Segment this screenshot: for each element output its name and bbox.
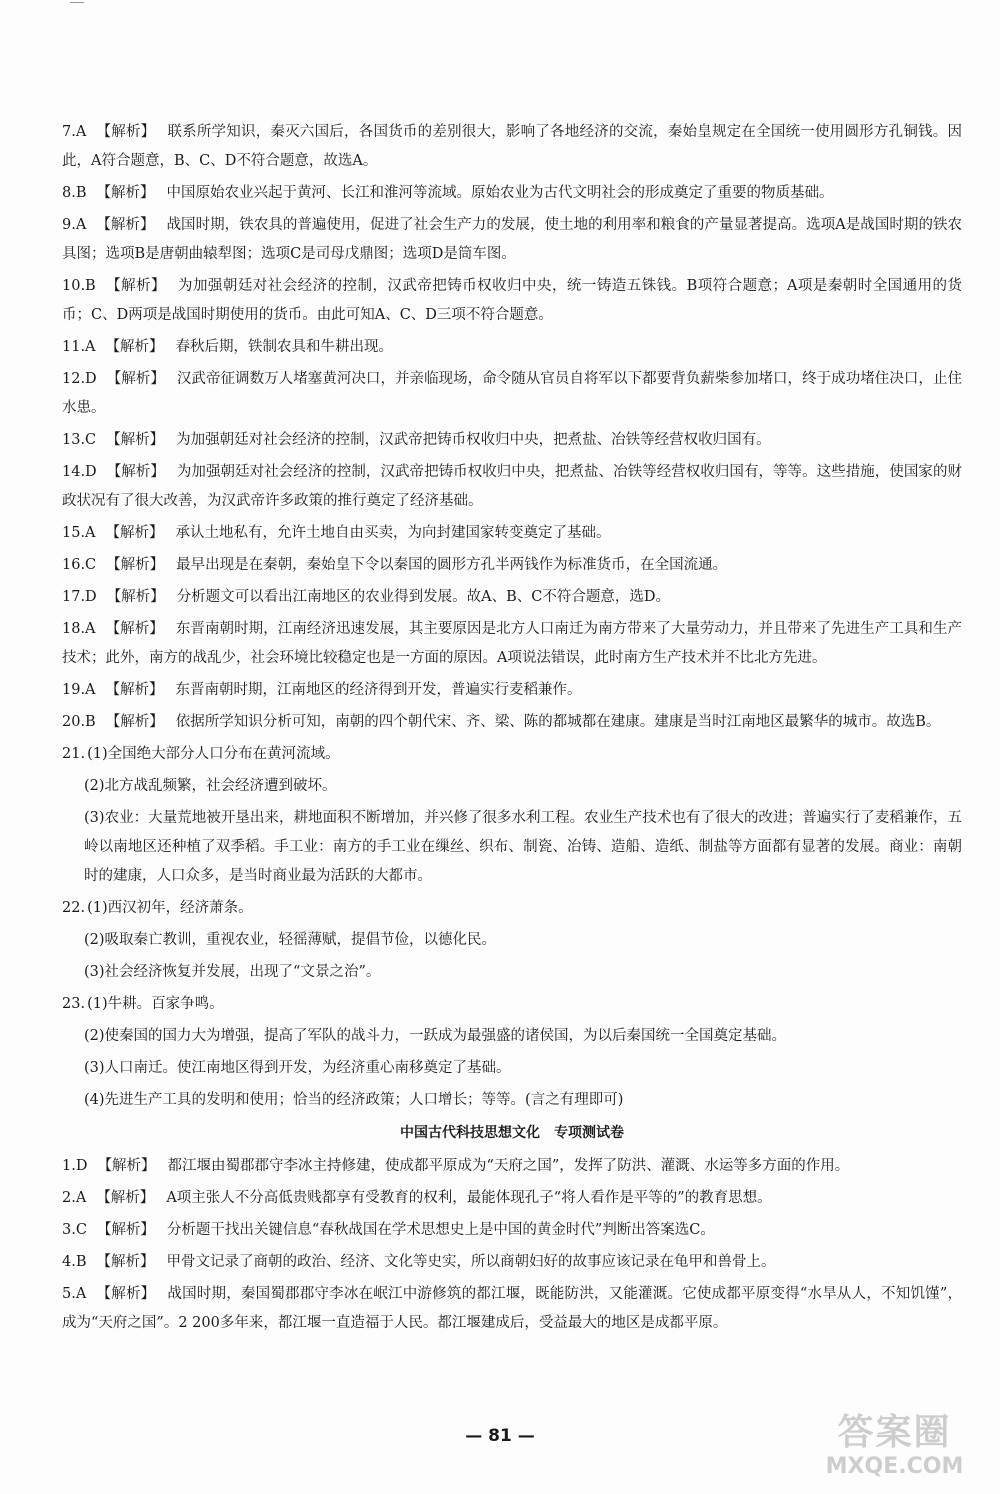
analysis-tag: 【解析】: [96, 185, 155, 201]
answer-number: 7.A: [62, 124, 87, 140]
analysis-tag: 【解析】: [97, 1158, 156, 1174]
answer-item: [62, 1184, 962, 1213]
analysis-tag: 【解析】: [96, 124, 156, 140]
answer-text: 最早出现是在秦朝，秦始皇下令以秦国的圆形方孔半两钱作为标准货币，在全国流通。: [176, 557, 728, 573]
answer-text: 中国原始农业兴起于黄河、长江和淮河等流域。原始农业为古代文明社会的形成奠定了重要的物质基础。: [166, 185, 834, 201]
answer-text: 为加强朝廷对社会经济的控制，汉武帝把铸币权收归中央，把煮盐、冶铁等经营权收归国有，等等。这些措施，使国家的财政状况有了很大改善，为汉武帝许多政策的推行奠定了经济基础。: [62, 464, 962, 509]
answer-text: 汉武帝征调数万人堵塞黄河决口，并亲临现场，命令随从官员自将军以下都要背负薪柴参加堵口，终于成功堵住决口，止住水患。: [62, 371, 962, 416]
analysis-tag: 【解析】: [96, 1254, 155, 1270]
answer-item: [62, 676, 962, 705]
answer-item: [62, 615, 962, 673]
answer-item: [62, 426, 962, 455]
answer-list-economy: [62, 118, 962, 1115]
answer-text: (3)人口南迁。使江南地区得到开发，为经济重心南移奠定了基础。: [84, 1060, 511, 1076]
answer-text: 春秋后期，铁制农具和牛耕出现。: [175, 339, 394, 355]
answer-item: [62, 211, 962, 269]
answer-number: 12.D: [62, 371, 97, 387]
answer-item: [62, 772, 962, 801]
analysis-tag: 【解析】: [105, 714, 164, 730]
answer-text: A项主张人不分高低贵贱都享有受教育的权利，最能体现孔子“将人看作是平等的”的教育思想。: [166, 1190, 772, 1206]
answer-number: 23.: [62, 996, 86, 1012]
answer-item: [62, 740, 962, 769]
answer-item: [62, 179, 962, 208]
answer-item: [62, 958, 962, 987]
answer-text: (3)农业：大量荒地被开垦出来，耕地面积不断增加，并兴修了很多水利工程。农业生产技术也有了很大的改进；普遍实行了麦稻兼作，五岭以南地区还种植了双季稻。手工业：南方的手工业在缫丝、织布、制瓷、冶铸、造船、造纸、制盐等方面都有显著的发展。商业：南朝时的建康，人口众多，是当时商业最为活跃的大都市。: [84, 810, 962, 884]
answer-item: [62, 365, 962, 423]
page-number: — 81 —: [465, 1426, 535, 1446]
analysis-tag: 【解析】: [96, 1286, 156, 1302]
analysis-tag: 【解析】: [105, 525, 164, 541]
answer-number: 2.A: [62, 1190, 87, 1206]
answer-number: 19.A: [62, 682, 96, 698]
answer-item: [62, 1054, 962, 1083]
answer-item: [62, 583, 962, 612]
answer-item: [62, 333, 962, 362]
answer-text: 依据所学知识分析可知，南朝的四个朝代宋、齐、梁、陈的都城都在建康。建康是当时江南地区最繁华的城市。故选B。: [175, 714, 941, 730]
answer-text: (2)北方战乱频繁，社会经济遭到破坏。: [84, 778, 337, 794]
answer-number: 21.: [62, 746, 86, 762]
answer-text: 都江堰由蜀郡郡守李冰主持修建，使成都平原成为“天府之国”，发挥了防洪、灌溉、水运等多方面的作用。: [167, 1158, 850, 1174]
answer-number: 14.D: [62, 464, 97, 480]
answer-text: (4)先进生产工具的发明和使用；恰当的经济政策；人口增长；等等。(言之有理即可): [84, 1092, 624, 1108]
answer-number: 8.B: [62, 185, 87, 201]
answer-item: [62, 1280, 962, 1338]
answer-number: 11.A: [62, 339, 96, 355]
answer-text: 分析题干找出关键信息“春秋战国在学术思想史上是中国的黄金时代”判断出答案选C。: [166, 1222, 715, 1238]
analysis-tag: 【解析】: [106, 371, 165, 387]
answer-number: 15.A: [62, 525, 96, 541]
answer-number: 16.C: [62, 557, 97, 573]
answer-text: 承认土地私有，允许土地自由买卖，为向封建国家转变奠定了基础。: [175, 525, 611, 541]
answer-text: 战国时期，秦国蜀郡郡守李冰在岷江中游修筑的都江堰，既能防洪，又能灌溉。它使成都平原变得“水旱从人，不知饥馑”，成为“天府之国”。2 200多年来，都江堰一直造福于人民。都江堰建成后，受益最大的地区是成都平原。: [62, 1286, 963, 1331]
analysis-tag: 【解析】: [106, 589, 165, 605]
answer-item: [62, 1022, 962, 1051]
answer-number: 20.B: [62, 714, 96, 730]
answer-item: [62, 1248, 962, 1277]
answer-list-tech-culture: [62, 1152, 962, 1338]
watermark-url: MXQE.COM: [825, 1454, 964, 1479]
analysis-tag: 【解析】: [105, 621, 164, 637]
analysis-tag: 【解析】: [96, 217, 155, 233]
answer-item: [62, 1152, 962, 1181]
analysis-tag: 【解析】: [96, 1190, 155, 1206]
answer-item: [62, 118, 962, 176]
answer-item: [62, 990, 962, 1019]
answer-number: 9.A: [62, 217, 87, 233]
answer-number: 4.B: [62, 1254, 87, 1270]
answer-number: 22.: [62, 900, 86, 916]
answer-item: [62, 1216, 962, 1245]
answer-text: 为加强朝廷对社会经济的控制，汉武帝把铸币权收归中央，统一铸造五铢钱。B项符合题意；A项是秦朝时全国通用的货币；C、D两项是战国时期使用的货币。由此可知A、C、D三项不符合题意。: [62, 278, 963, 323]
answer-text: 甲骨文记录了商朝的政治、经济、文化等史实，所以商朝妇好的故事应该记录在龟甲和兽骨上。: [166, 1254, 776, 1270]
answer-text: (3)社会经济恢复并发展，出现了“文景之治”。: [84, 964, 381, 980]
answer-number: 17.D: [62, 589, 97, 605]
analysis-tag: 【解析】: [105, 682, 164, 698]
answer-item: [62, 519, 962, 548]
answer-text: 为加强朝廷对社会经济的控制，汉武帝把铸币权收归中央，把煮盐、冶铁等经营权收归国有。: [176, 432, 771, 448]
answer-item: [62, 804, 962, 891]
analysis-tag: 【解析】: [105, 339, 164, 355]
answer-text: (1)牛耕。百家争鸣。: [87, 996, 224, 1012]
answer-number: 13.C: [62, 432, 97, 448]
watermark: [807, 1412, 982, 1484]
analysis-tag: 【解析】: [96, 1222, 155, 1238]
analysis-tag: 【解析】: [106, 464, 165, 480]
answer-number: 3.C: [62, 1222, 87, 1238]
answer-text: (1)全国绝大部分人口分布在黄河流域。: [87, 746, 340, 762]
answer-text: 东晋南朝时期，江南地区的经济得到开发，普遍实行麦稻兼作。: [175, 682, 582, 698]
answer-item: [62, 458, 962, 516]
answer-text: (1)西汉初年，经济萧条。: [87, 900, 253, 916]
scan-corner-mark: [70, 2, 84, 7]
answer-item: [62, 1086, 962, 1115]
section-title: 中国古代科技思想文化 专项测试卷: [400, 1125, 624, 1141]
analysis-tag: 【解析】: [105, 278, 167, 294]
answer-item: [62, 272, 962, 330]
answer-text: (2)吸取秦亡教训，重视农业，轻徭薄赋，提倡节俭，以德化民。: [84, 932, 497, 948]
answer-number: 18.A: [62, 621, 96, 637]
answer-text: 分析题文可以看出江南地区的农业得到发展。故A、B、C不符合题意，选D。: [176, 589, 671, 605]
analysis-tag: 【解析】: [106, 557, 165, 573]
answer-item: [62, 894, 962, 923]
analysis-tag: 【解析】: [106, 432, 165, 448]
answer-number: 1.D: [62, 1158, 88, 1174]
watermark-logo: 答案圈: [837, 1412, 952, 1453]
answer-item: [62, 551, 962, 580]
answer-text: (2)使秦国的国力大为增强，提高了军队的战斗力，一跃成为最强盛的诸侯国，为以后秦国统一全国奠定基础。: [84, 1028, 787, 1044]
answer-number: 5.A: [62, 1286, 87, 1302]
answer-item: [62, 926, 962, 955]
answer-text: 联系所学知识，秦灭六国后，各国货币的差别很大，影响了各地经济的交流，秦始皇规定在全国统一使用圆形方孔铜钱。因此，A符合题意，B、C、D不符合题意，故选A。: [62, 124, 962, 169]
answer-content: [62, 118, 962, 1341]
answer-text: 东晋南朝时期，江南经济迅速发展，其主要原因是北方人口南迁为南方带来了大量劳动力，并且带来了先进生产工具和生产技术；此外，南方的战乱少，社会环境比较稳定也是一方面的原因。A项说法错误，此时南方生产技术并不比北方先进。: [62, 621, 963, 666]
answer-number: 10.B: [62, 278, 96, 294]
answer-item: [62, 708, 962, 737]
answer-text: 战国时期，铁农具的普遍使用，促进了社会生产力的发展，使土地的利用率和粮食的产量显著提高。选项A是战国时期的铁农具图；选项B是唐朝曲辕犁图；选项C是司母戊鼎图；选项D是筒车图。: [62, 217, 963, 262]
